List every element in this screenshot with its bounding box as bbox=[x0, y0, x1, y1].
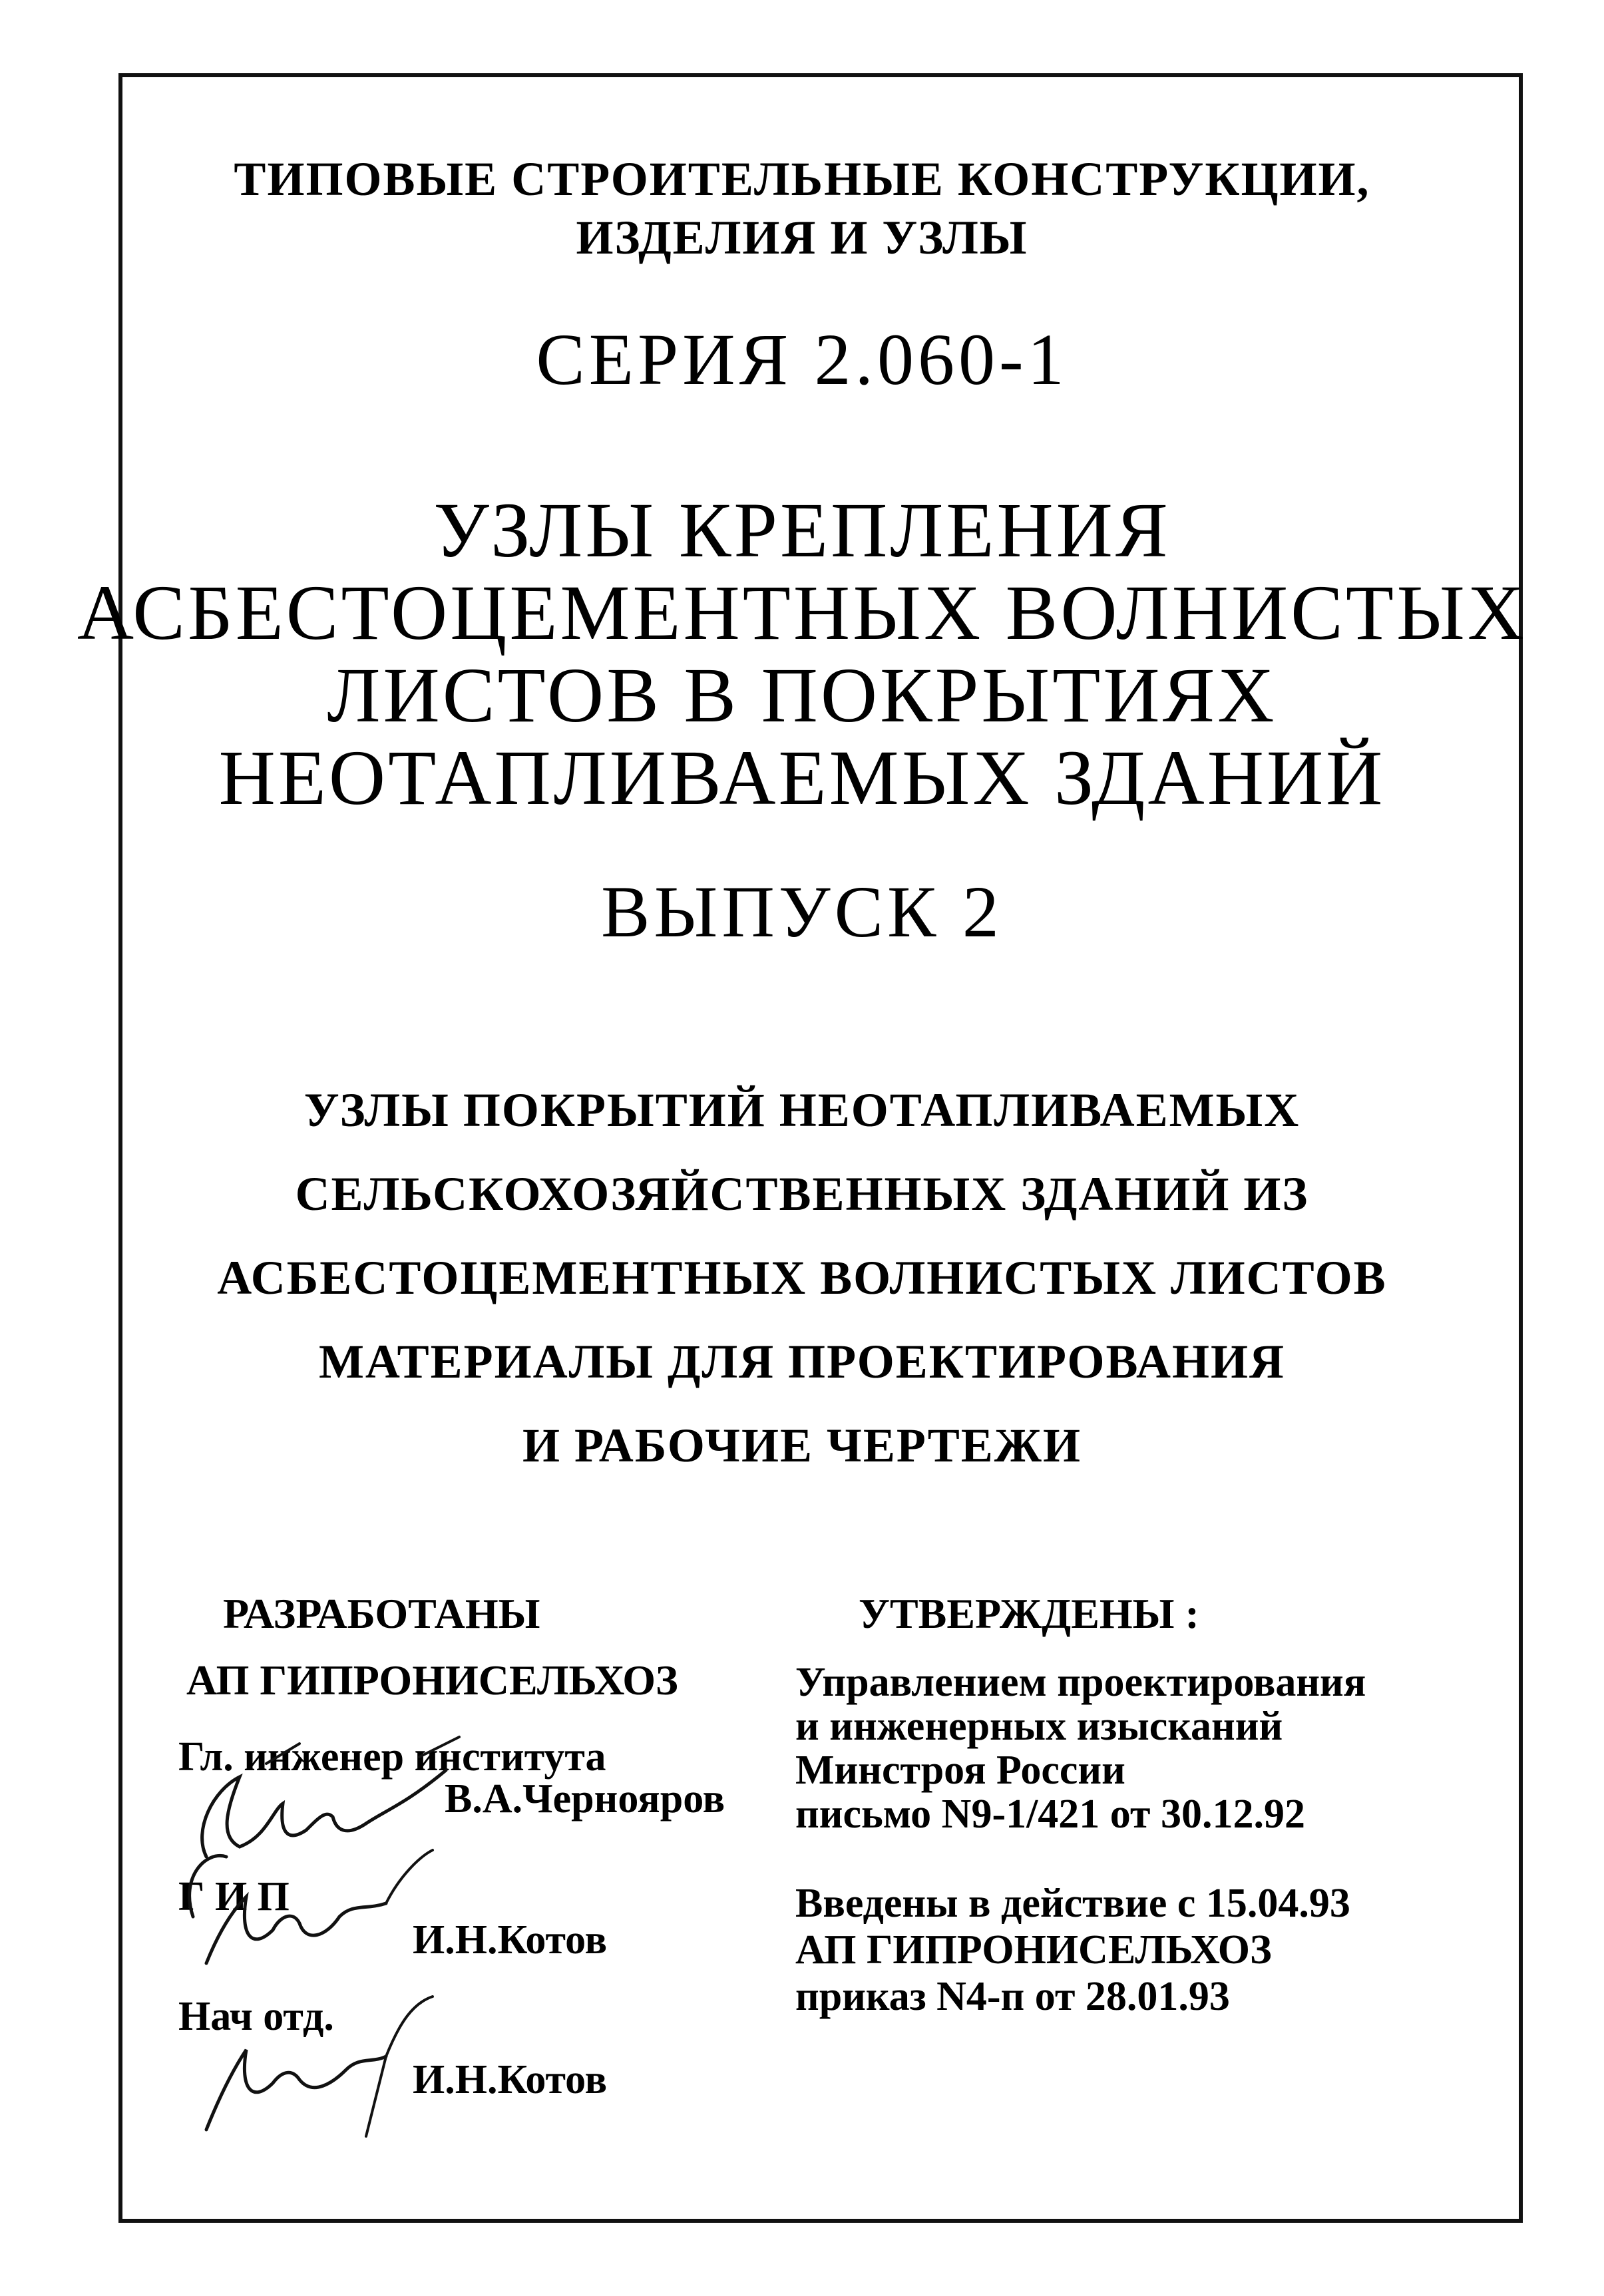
issue-number: ВЫПУСК 2 bbox=[601, 871, 1003, 952]
main-title-line-4: НЕОТАПЛИВАЕМЫХ ЗДАНИЙ bbox=[218, 734, 1386, 821]
series-header-line-1: ТИПОВЫЕ СТРОИТЕЛЬНЫЕ КОНСТРУКЦИИ, bbox=[234, 152, 1370, 206]
developed-heading: РАЗРАБОТАНЫ bbox=[223, 1590, 540, 1637]
approved-line-4: письмо N9-1/421 от 30.12.92 bbox=[795, 1792, 1305, 1837]
subtitle-line-2: СЕЛЬСКОХОЗЯЙСТВЕННЫХ ЗДАНИЙ ИЗ bbox=[295, 1167, 1309, 1221]
main-title-line-2: АСБЕСТОЦЕМЕНТНЫХ ВОЛНИСТЫХ bbox=[77, 569, 1527, 656]
signatory-role-chief-engineer: Гл. инженер института bbox=[178, 1734, 606, 1780]
signatory-name-gip: И.Н.Котов bbox=[413, 1917, 608, 1963]
introduction-details bbox=[795, 1880, 1350, 2020]
subtitle-line-1: УЗЛЫ ПОКРЫТИЙ НЕОТАПЛИВАЕМЫХ bbox=[303, 1083, 1301, 1137]
subtitle-line-5: И РАБОЧИЕ ЧЕРТЕЖИ bbox=[522, 1419, 1082, 1472]
introduced-line-3: приказ N4-п от 28.01.93 bbox=[795, 1974, 1230, 2019]
approved-heading: УТВЕРЖДЕНЫ : bbox=[859, 1590, 1199, 1637]
main-title-line-1: УЗЛЫ КРЕПЛЕНИЯ bbox=[433, 486, 1171, 574]
series-header-line-2: ИЗДЕЛИЯ И УЗЛЫ bbox=[576, 211, 1028, 264]
signatory-role-department-head: Нач отд. bbox=[178, 1994, 334, 2039]
approved-line-2: и инженерных изысканий bbox=[795, 1704, 1283, 1749]
introduced-line-1: Введены в действие с 15.04.93 bbox=[795, 1881, 1350, 1926]
series-header bbox=[0, 150, 1604, 267]
series-number: СЕРИЯ 2.060-1 bbox=[536, 319, 1068, 400]
signature-gip bbox=[166, 1837, 446, 1970]
subtitle bbox=[0, 1068, 1604, 1487]
approved-details bbox=[795, 1660, 1366, 1836]
signatory-name-department-head: И.Н.Котов bbox=[413, 2057, 608, 2102]
approved-line-1: Управлением проектирования bbox=[795, 1660, 1366, 1705]
approved-line-3: Минстроя России bbox=[795, 1748, 1125, 1793]
introduced-line-2: АП ГИПРОНИСЕЛЬХОЗ bbox=[795, 1927, 1272, 1973]
subtitle-line-4: МАТЕРИАЛЫ ДЛЯ ПРОЕКТИРОВАНИЯ bbox=[318, 1335, 1286, 1388]
main-title bbox=[0, 486, 1604, 821]
signature-department-head bbox=[166, 1970, 446, 2143]
developed-organization: АП ГИПРОНИСЕЛЬХОЗ bbox=[186, 1656, 678, 1704]
subtitle-line-3: АСБЕСТОЦЕМЕНТНЫХ ВОЛНИСТЫХ ЛИСТОВ bbox=[217, 1251, 1387, 1304]
signatory-name-chief-engineer: В.А.Чернояров bbox=[445, 1776, 725, 1821]
signatory-role-gip: Г И П bbox=[178, 1874, 290, 1919]
main-title-line-3: ЛИСТОВ В ПОКРЫТИЯХ bbox=[327, 652, 1277, 739]
